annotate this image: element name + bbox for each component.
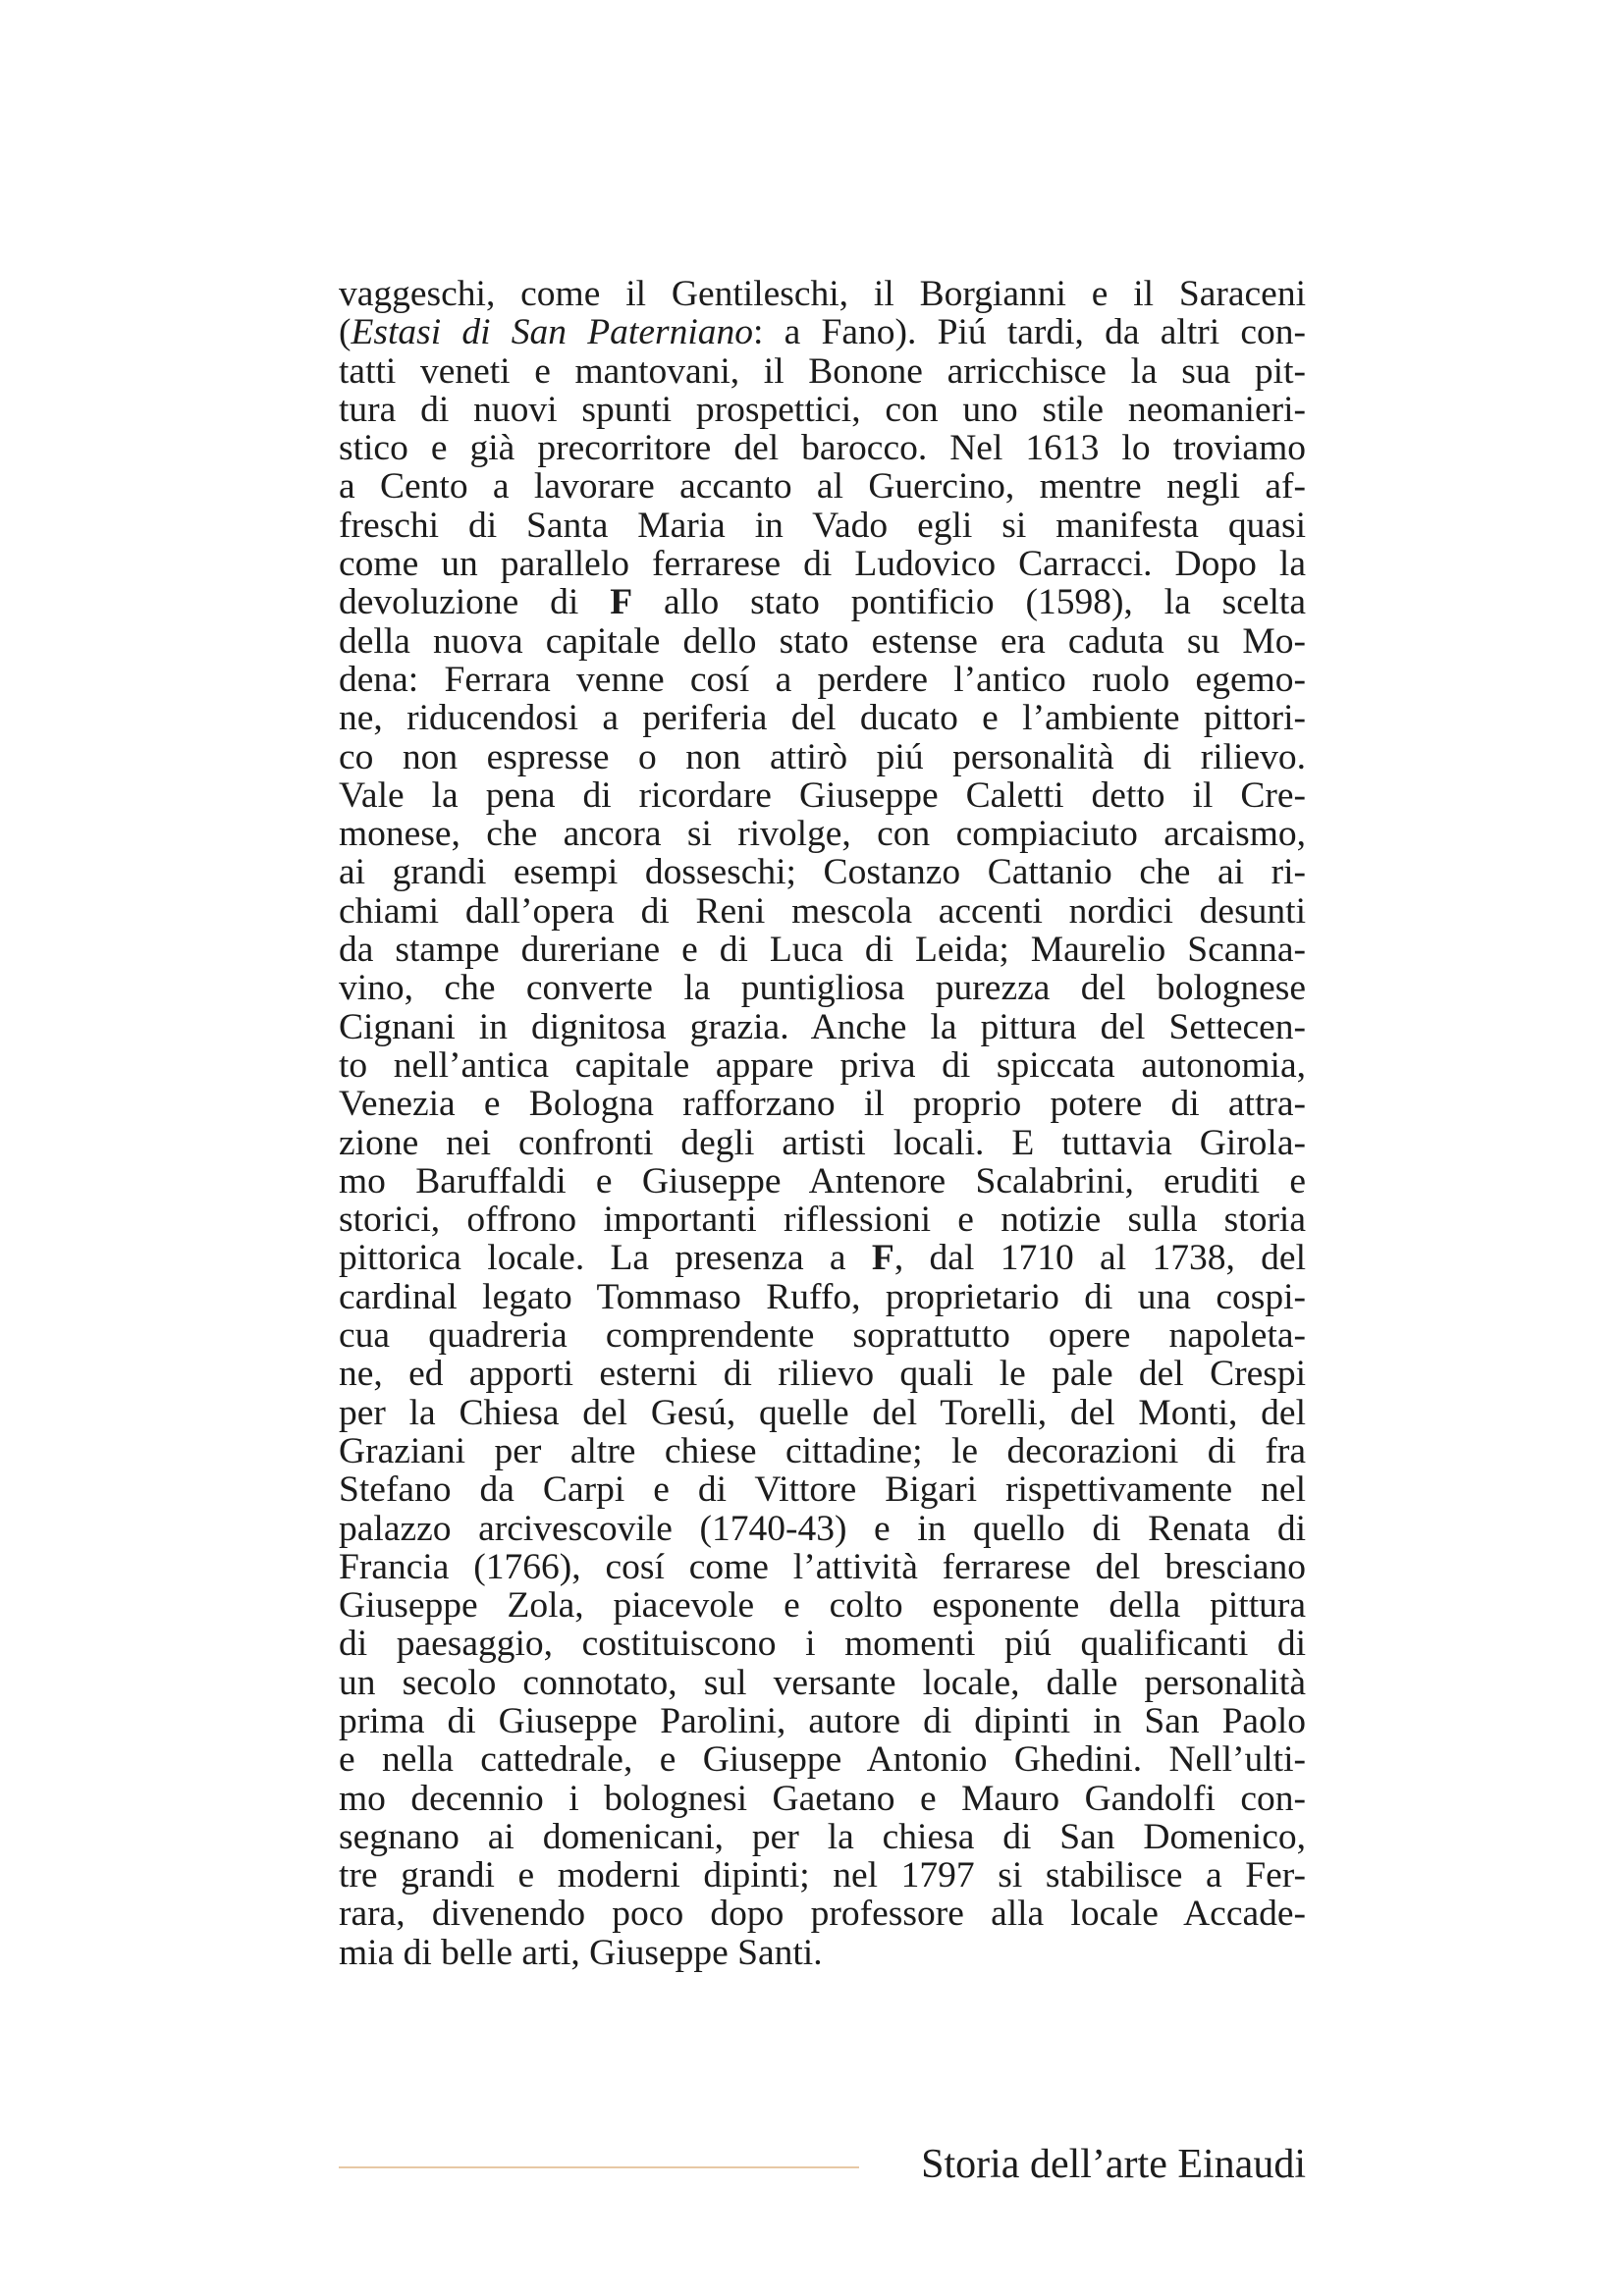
- text-line: segnano ai domenicani, per la chiesa di San Domenico,: [339, 1816, 1306, 1857]
- text-line: di paesaggio, costituiscono i momenti piú qualificanti di: [339, 1624, 1306, 1665]
- text-line: Giuseppe Zola, piacevole e colto esponente della pittura: [339, 1585, 1306, 1627]
- text-line: zione nei confronti degli artisti locali. E tuttavia Girola-: [339, 1122, 1306, 1163]
- text-line: freschi di Santa Maria in Vado egli si manifesta quasi: [339, 505, 1306, 546]
- text-line: palazzo arcivescovile (1740-43) e in quello di Renata di: [339, 1508, 1306, 1549]
- text-line: vaggeschi, come il Gentileschi, il Borgianni e il Saraceni: [339, 274, 1306, 314]
- text-line: cua quadreria comprendente soprattutto opere napoleta-: [339, 1315, 1306, 1357]
- text-line: da stampe dureriane e di Luca di Leida; Maurelio Scanna-: [339, 930, 1306, 971]
- text-line: Vale la pena di ricordare Giuseppe Caletti detto il Cre-: [339, 774, 1306, 816]
- text-line: pittorica locale. La presenza a F, dal 1710 al 1738, del: [339, 1238, 1306, 1279]
- text-line: un secolo connotato, sul versante locale, dalle personalità: [339, 1662, 1306, 1703]
- text-line: prima di Giuseppe Parolini, autore di dipinti in San Paolo: [339, 1700, 1306, 1741]
- italic-title: Estasi di San Paterniano: [351, 312, 753, 353]
- text-line: ne, riducendosi a periferia del ducato e l’ambiente pittori-: [339, 698, 1306, 739]
- text-line: vino, che converte la puntigliosa purezza del bolognese: [339, 968, 1306, 1009]
- text-line: mo decennio i bolognesi Gaetano e Mauro Gandolfi con-: [339, 1778, 1306, 1819]
- text-line: per la Chiesa del Gesú, quelle del Torelli, del Monti, del: [339, 1392, 1306, 1433]
- text-line: to nell’antica capitale appare priva di spiccata autonomia,: [339, 1044, 1306, 1086]
- text-line: ne, ed apporti esterni di rilievo quali le pale del Crespi: [339, 1354, 1306, 1395]
- text-line: cardinal legato Tommaso Ruffo, proprietario di una cospi-: [339, 1276, 1306, 1317]
- text-line: a Cento a lavorare accanto al Guercino, mentre negli af-: [339, 466, 1306, 507]
- text-line: monese, che ancora si rivolge, con compiaciuto arcaismo,: [339, 814, 1306, 855]
- text-line: tre grandi e moderni dipinti; nel 1797 si stabilisce a Fer-: [339, 1855, 1306, 1896]
- text-line: Venezia e Bologna rafforzano il proprio potere di attra-: [339, 1084, 1306, 1125]
- text-line: Stefano da Carpi e di Vittore Bigari rispettivamente nel: [339, 1469, 1306, 1511]
- body-text: [339, 275, 1306, 1972]
- text-line: tura di nuovi spunti prospettici, con uno stile neomanieri-: [339, 389, 1306, 430]
- text-line: mia di belle arti, Giuseppe Santi.: [339, 1932, 823, 1973]
- text-line: ai grandi esempi dosseschi; Costanzo Cattanio che ai ri-: [339, 852, 1306, 893]
- text-line: co non espresse o non attirò piú personalità di rilievo.: [339, 736, 1306, 777]
- text-line: (Estasi di San Paterniano: a Fano). Piú tardi, da altri con-: [339, 312, 1306, 353]
- text-line: tatti veneti e mantovani, il Bonone arricchisce la sua pit-: [339, 350, 1306, 392]
- text-line: devoluzione di F allo stato pontificio (1598), la scelta: [339, 582, 1306, 623]
- text-line: dena: Ferrara venne cosí a perdere l’antico ruolo egemo-: [339, 659, 1306, 700]
- bold-abbreviation: F: [610, 582, 633, 623]
- text-line: come un parallelo ferrarese di Ludovico Carracci. Dopo la: [339, 544, 1306, 585]
- text-line: della nuova capitale dello stato estense era caduta su Mo-: [339, 620, 1306, 662]
- bold-abbreviation: F: [871, 1238, 894, 1279]
- text-line: e nella cattedrale, e Giuseppe Antonio Ghedini. Nell’ulti-: [339, 1739, 1306, 1781]
- text-line: rara, divenendo poco dopo professore alla locale Accade-: [339, 1894, 1306, 1935]
- text-line: storici, offrono importanti riflessioni e notizie sulla storia: [339, 1200, 1306, 1241]
- text-line: chiami dall’opera di Reni mescola accenti nordici desunti: [339, 890, 1306, 932]
- footer-title: Storia dell’arte Einaudi: [921, 2142, 1306, 2187]
- text-line: Graziani per altre chiese cittadine; le decorazioni di fra: [339, 1430, 1306, 1471]
- text-line: stico e già precorritore del barocco. Nel 1613 lo troviamo: [339, 428, 1306, 469]
- text-line: mo Baruffaldi e Giuseppe Antenore Scalabrini, eruditi e: [339, 1160, 1306, 1201]
- text-line: Cignani in dignitosa grazia. Anche la pittura del Settecen-: [339, 1006, 1306, 1047]
- footer-rule: [339, 2166, 859, 2168]
- text-line: Francia (1766), cosí come l’attività ferrarese del bresciano: [339, 1546, 1306, 1587]
